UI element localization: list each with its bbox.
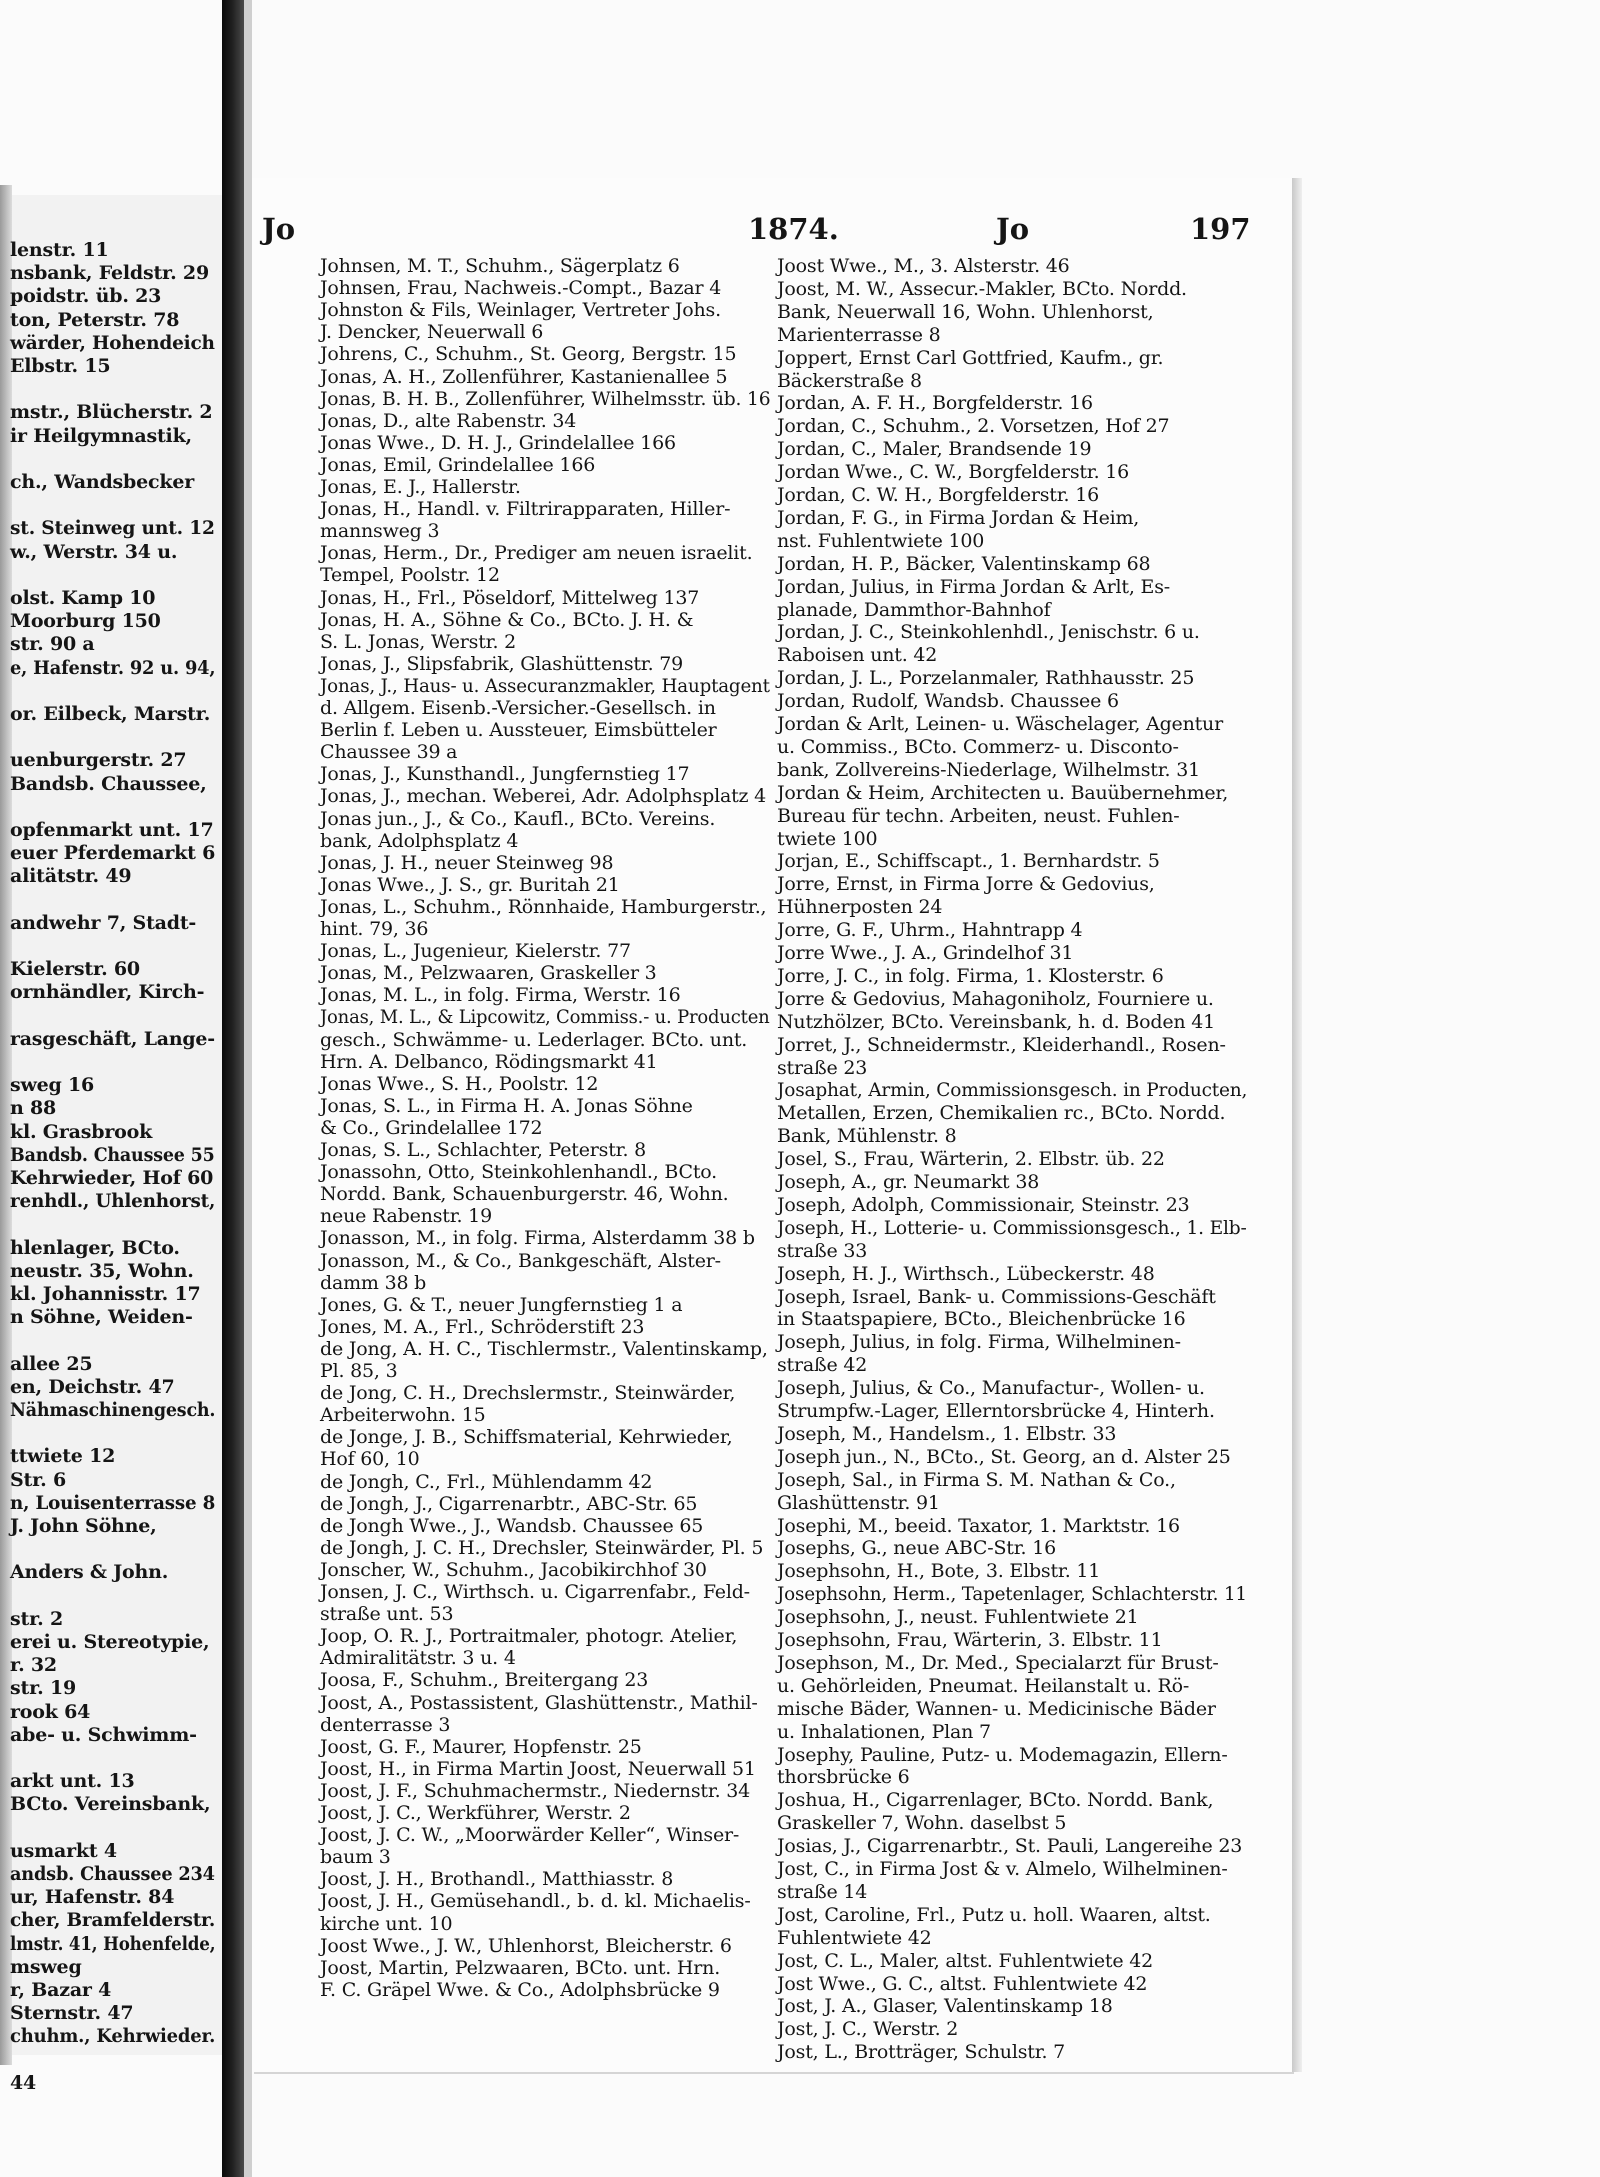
directory-entry-line: Jost Wwe., G. C., altst. Fuhlentwiete 42 bbox=[777, 1972, 1148, 1995]
directory-entry-line: nst. Fuhlentwiete 100 bbox=[777, 529, 985, 552]
directory-entry-line: Jordan, C., Maler, Brandsende 19 bbox=[777, 438, 1092, 461]
fragment-line: str. 2 bbox=[10, 1607, 63, 1630]
directory-entry-line: d. Allgem. Eisenb.-Versicher.-Gesellsch. in bbox=[320, 697, 716, 719]
fragment-line: rook 64 bbox=[10, 1700, 91, 1723]
fragment-line: alitätstr. 49 bbox=[10, 865, 132, 888]
directory-entry-line: Jones, G. & T., neuer Jungfernstieg 1 a bbox=[320, 1293, 683, 1316]
directory-entry-line: Graskeller 7, Wohn. daselbst 5 bbox=[777, 1812, 1067, 1835]
directory-entry-line: Jonas, J., Haus- u. Assecuranzmakler, Hauptagent bbox=[320, 674, 770, 697]
directory-entry-line: Josaphat, Armin, Commissionsgesch. in Producten, bbox=[777, 1079, 1248, 1102]
directory-entry-line: bank, Zollvereins-Niederlage, Wilhelmstr. 31 bbox=[777, 758, 1200, 781]
directory-entry-line: Joppert, Ernst Carl Gottfried, Kaufm., gr. bbox=[777, 346, 1164, 369]
directory-entry-line: Jonassohn, Otto, Steinkohlenhandl., BCto. bbox=[320, 1161, 718, 1184]
directory-entry-line: Josephsohn, Frau, Wärterin, 3. Elbstr. 11 bbox=[777, 1629, 1163, 1651]
fragment-line: r. 32 bbox=[10, 1654, 57, 1677]
directory-entry-line: bank, Adolphsplatz 4 bbox=[320, 829, 519, 852]
directory-entry-line: Jorre, G. F., Uhrm., Hahntrapp 4 bbox=[777, 919, 1083, 942]
fragment-line: opfenmarkt unt. 17 bbox=[10, 819, 214, 841]
directory-entry-line: F. C. Gräpel Wwe. & Co., Adolphsbrücke 9 bbox=[320, 1978, 720, 2001]
directory-entry-line: Jost, J. C., Werstr. 2 bbox=[777, 2018, 959, 2041]
directory-entry-line: Johnsen, Frau, Nachweis.-Compt., Bazar 4 bbox=[320, 277, 722, 300]
fragment-line: andsb. Chaussee 234 bbox=[10, 1863, 215, 1885]
fragment-line: Elbstr. 15 bbox=[10, 355, 111, 377]
fragment-line: BCto. Vereinsbank, bbox=[10, 1793, 211, 1816]
directory-entry-line: Chaussee 39 a bbox=[320, 741, 458, 764]
directory-entry-line: Jorjan, E., Schiffscapt., 1. Bernhardstr. 5 bbox=[777, 850, 1160, 873]
directory-entry-line: Johnsen, M. T., Schuhm., Sägerplatz 6 bbox=[320, 255, 680, 277]
directory-entry-line: Raboisen unt. 42 bbox=[777, 644, 938, 667]
directory-entry-line: Jonas, M. L., & Lipcowitz, Commiss.- u. Producten bbox=[320, 1006, 770, 1029]
directory-entry-line: kirche unt. 10 bbox=[320, 1912, 453, 1935]
fragment-line: renhdl., Uhlenhorst, bbox=[10, 1190, 216, 1213]
fragment-line: or. Eilbeck, Marstr. bbox=[10, 703, 211, 725]
directory-entry-line: de Jongh, J., Cigarrenarbtr., ABC-Str. 65 bbox=[320, 1492, 698, 1515]
directory-entry-line: Jonas jun., J., & Co., Kaufl., BCto. Vereins. bbox=[320, 807, 716, 830]
directory-entry-line: Arbeiterwohn. 15 bbox=[320, 1404, 486, 1427]
directory-entry-line: Jordan, A. F. H., Borgfelderstr. 16 bbox=[777, 392, 1093, 415]
directory-entry-line: Joost Wwe., J. W., Uhlenhorst, Bleicherstr. 6 bbox=[320, 1934, 732, 1957]
directory-entry-line: Jost, L., Brotträger, Schulstr. 7 bbox=[777, 2041, 1066, 2064]
directory-entry-line: Hof 60, 10 bbox=[320, 1448, 420, 1471]
directory-entry-line: Josephy, Pauline, Putz- u. Modemagazin, Ellern- bbox=[777, 1743, 1228, 1766]
directory-entry-line: Jordan, J. C., Steinkohlenhdl., Jenischstr. 6 u. bbox=[777, 621, 1200, 644]
running-head-right: Jo bbox=[996, 212, 1030, 246]
fragment-line: Sternstr. 47 bbox=[10, 2002, 134, 2025]
fragment-line: Anders & John. bbox=[10, 1561, 169, 1584]
directory-entry-line: Jordan & Arlt, Leinen- u. Wäschelager, Agentur bbox=[777, 713, 1223, 735]
directory-entry-line: Jordan Wwe., C. W., Borgfelderstr. 16 bbox=[777, 461, 1130, 484]
directory-entry-line: Joop, O. R. J., Portraitmaler, photogr. Atelier, bbox=[320, 1625, 738, 1648]
directory-entry-line: Jonas, L., Schuhm., Rönnhaide, Hamburgerstr., bbox=[320, 895, 767, 918]
directory-entry-line: S. L. Jonas, Werstr. 2 bbox=[320, 630, 517, 653]
fragment-line: e, Hafenstr. 92 u. 94, bbox=[10, 656, 216, 679]
directory-entry-line: & Co., Grindelallee 172 bbox=[320, 1116, 543, 1139]
directory-entry-line: Bank, Mühlenstr. 8 bbox=[777, 1125, 957, 1148]
directory-entry-line: Joost, M. W., Assecur.-Makler, BCto. Nordd. bbox=[777, 277, 1187, 300]
directory-entry-line: Joseph, Julius, in folg. Firma, Wilhelminen- bbox=[777, 1331, 1181, 1354]
directory-entry-line: hint. 79, 36 bbox=[320, 918, 429, 940]
fragment-line: J. John Söhne, bbox=[10, 1515, 157, 1537]
directory-entry-line: Jonasson, M., & Co., Bankgeschäft, Alster- bbox=[320, 1249, 721, 1272]
fragment-line: en, Deichstr. 47 bbox=[10, 1375, 175, 1398]
fragment-line: str. 90 a bbox=[10, 633, 95, 656]
directory-entry-line: Jonas, M. L., in folg. Firma, Werstr. 16 bbox=[320, 984, 681, 1007]
directory-entry-line: Jost, C. L., Maler, altst. Fuhlentwiete 42 bbox=[777, 1949, 1154, 1972]
directory-entry-line: Johrens, C., Schuhm., St. Georg, Bergstr. 15 bbox=[320, 343, 737, 366]
directory-entry-line: Strumpfw.-Lager, Ellerntorsbrücke 4, Hinterh. bbox=[777, 1400, 1215, 1422]
fragment-line: hlenlager, BCto. bbox=[10, 1236, 180, 1259]
directory-entry-line: neue Rabenstr. 19 bbox=[320, 1205, 492, 1228]
fragment-line: abe- u. Schwimm- bbox=[10, 1723, 197, 1746]
directory-entry-line: u. Gehörleiden, Pneumat. Heilanstalt u. Rö- bbox=[777, 1674, 1190, 1697]
directory-entry-line: de Jongh, C., Frl., Mühlendamm 42 bbox=[320, 1470, 653, 1493]
binding-gutter bbox=[222, 0, 244, 2177]
fragment-line: str. 19 bbox=[10, 1677, 77, 1700]
fragment-line: ornhändler, Kirch- bbox=[10, 981, 205, 1004]
directory-entry-line: straße 33 bbox=[777, 1239, 868, 1262]
fragment-line: lmstr. 41, Hohenfelde, bbox=[10, 1932, 216, 1955]
directory-entry-line: Jonas, H., Handl. v. Filtrirapparaten, Hiller- bbox=[320, 498, 731, 521]
directory-entry-line: Jones, M. A., Frl., Schröderstift 23 bbox=[320, 1315, 645, 1338]
fragment-line: msweg bbox=[10, 1955, 82, 1978]
directory-entry-line: u. Commiss., BCto. Commerz- u. Disconto- bbox=[777, 735, 1179, 758]
fragment-line: euer Pferdemarkt 6 bbox=[10, 842, 216, 865]
fragment-line: sweg 16 bbox=[10, 1074, 95, 1097]
running-head-left: Jo bbox=[262, 212, 296, 246]
directory-entry-line: Jonas, S. L., in Firma H. A. Jonas Söhne bbox=[320, 1094, 693, 1117]
directory-entry-line: Joseph, Adolph, Commissionair, Steinstr. 23 bbox=[777, 1193, 1190, 1216]
directory-entry-line: Bureau für techn. Arbeiten, neust. Fuhlen- bbox=[777, 804, 1180, 827]
fragment-line: n, Louisenterrasse 8 bbox=[10, 1491, 216, 1514]
directory-entry-line: Joseph, H., Lotterie- u. Commissionsgesch., 1. Elb- bbox=[777, 1216, 1247, 1239]
directory-entry-line: Jonas Wwe., J. S., gr. Buritah 21 bbox=[320, 873, 620, 896]
fragment-line: w., Werstr. 34 u. bbox=[10, 540, 178, 563]
directory-entry-line: straße unt. 53 bbox=[320, 1603, 454, 1626]
directory-entry-line: Jorre, J. C., in folg. Firma, 1. Klosterstr. 6 bbox=[777, 964, 1164, 987]
directory-entry-line: Metallen, Erzen, Chemikalien rc., BCto. Nordd. bbox=[777, 1102, 1226, 1125]
fragment-line: wärder, Hohendeich bbox=[10, 331, 215, 354]
directory-entry-line: Jonas, H. A., Söhne & Co., BCto. J. H. & bbox=[320, 608, 694, 631]
directory-entry-line: Joost, J. F., Schuhmachermstr., Niedernstr. 34 bbox=[320, 1779, 751, 1802]
directory-entry-line: baum 3 bbox=[320, 1846, 391, 1869]
directory-entry-line: Joseph, H. J., Wirthsch., Lübeckerstr. 48 bbox=[777, 1262, 1155, 1285]
directory-entry-line: Joseph, A., gr. Neumarkt 38 bbox=[777, 1171, 1040, 1193]
directory-entry-line: Joseph, Israel, Bank- u. Commissions-Geschäft bbox=[777, 1285, 1216, 1308]
directory-entry-line: Joseph, Sal., in Firma S. M. Nathan & Co., bbox=[777, 1468, 1176, 1491]
directory-entry-line: mische Bäder, Wannen- u. Medicinische Bäder bbox=[777, 1697, 1216, 1720]
directory-entry-line: Jost, C., in Firma Jost & v. Almelo, Wilhelminen- bbox=[777, 1858, 1228, 1880]
fragment-line: erei u. Stereotypie, bbox=[10, 1631, 210, 1653]
directory-entry-line: Jost, Caroline, Frl., Putz u. holl. Waaren, altst. bbox=[777, 1903, 1211, 1926]
directory-entry-line: gesch., Schwämme- u. Lederlager. BCto. unt. bbox=[320, 1028, 748, 1051]
directory-entry-line: Jonas, J., Kunsthandl., Jungfernstieg 17 bbox=[320, 763, 690, 786]
directory-entry-line: Joost Wwe., M., 3. Alsterstr. 46 bbox=[777, 255, 1070, 277]
directory-entry-line: Nordd. Bank, Schauenburgerstr. 46, Wohn. bbox=[320, 1183, 729, 1206]
directory-entry-line: Jonas, A. H., Zollenführer, Kastanienallee 5 bbox=[320, 365, 728, 388]
fragment-line: andwehr 7, Stadt- bbox=[10, 911, 197, 934]
fragment-line: rasgeschäft, Lange- bbox=[10, 1027, 215, 1050]
directory-entry-line: Jordan, C., Schuhm., 2. Vorsetzen, Hof 27 bbox=[777, 415, 1170, 438]
fragment-line: ir Heilgymnastik, bbox=[10, 424, 192, 447]
fragment-line: cher, Bramfelderstr. bbox=[10, 1909, 216, 1932]
fragment-line: ttwiete 12 bbox=[10, 1445, 116, 1468]
directory-entry-line: straße 42 bbox=[777, 1354, 868, 1377]
fragment-line: chuhm., Kehrwieder. bbox=[10, 2025, 216, 2048]
directory-entry-line: Pl. 85, 3 bbox=[320, 1360, 398, 1382]
fragment-line: n Söhne, Weiden- bbox=[10, 1306, 193, 1329]
directory-entry-line: Joost, J. C., Werkführer, Werstr. 2 bbox=[320, 1802, 631, 1824]
directory-entry-line: Glashüttenstr. 91 bbox=[777, 1491, 940, 1514]
directory-entry-line: Jonas Wwe., D. H. J., Grindelallee 166 bbox=[320, 431, 676, 454]
fragment-line: lenstr. 11 bbox=[10, 239, 109, 261]
fragment-line: kl. Grasbrook bbox=[10, 1120, 153, 1143]
directory-entry-line: Joost, A., Postassistent, Glashüttenstr., Mathil- bbox=[320, 1691, 758, 1714]
fragment-line: arkt unt. 13 bbox=[10, 1770, 135, 1793]
directory-entry-line: Jorre, Ernst, in Firma Jorre & Gedovius, bbox=[777, 873, 1155, 896]
directory-entry-line: Jonas, D., alte Rabenstr. 34 bbox=[320, 409, 577, 432]
fragment-line: Moorburg 150 bbox=[10, 610, 161, 633]
directory-entry-line: Jonas, L., Jugenieur, Kielerstr. 77 bbox=[320, 940, 631, 963]
directory-entry-line: Jordan, Rudolf, Wandsb. Chaussee 6 bbox=[777, 690, 1119, 713]
fragment-line: n 88 bbox=[10, 1097, 57, 1120]
fragment-line: ton, Peterstr. 78 bbox=[10, 308, 180, 331]
directory-entry-line: straße 23 bbox=[777, 1056, 868, 1079]
directory-entry-line: planade, Dammthor-Bahnhof bbox=[777, 598, 1051, 621]
directory-entry-line: Hrn. A. Delbanco, Rödingsmarkt 41 bbox=[320, 1050, 658, 1073]
fragment-line: st. Steinweg unt. 12 bbox=[10, 517, 215, 540]
directory-entry-line: Joost, J. C. W., „Moorwärder Keller“, Winser- bbox=[320, 1824, 740, 1847]
directory-entry-line: damm 38 b bbox=[320, 1271, 427, 1294]
directory-entry-line: Jonas, M., Pelzwaaren, Graskeller 3 bbox=[320, 962, 657, 985]
directory-entry-line: Joost, J. H., Gemüsehandl., b. d. kl. Michaelis- bbox=[320, 1890, 751, 1913]
fragment-line: uenburgerstr. 27 bbox=[10, 749, 187, 772]
directory-entry-line: Jorre & Gedovius, Mahagoniholz, Fourniere u. bbox=[777, 987, 1214, 1010]
directory-entry-line: Jonas Wwe., S. H., Poolstr. 12 bbox=[320, 1072, 599, 1095]
directory-entry-line: Josephsohn, J., neust. Fuhlentwiete 21 bbox=[777, 1606, 1139, 1629]
directory-entry-line: de Jonge, J. B., Schiffsmaterial, Kehrwieder, bbox=[320, 1426, 733, 1449]
fragment-line: Bandsb. Chaussee 55 bbox=[10, 1143, 215, 1166]
fragment-line: Bandsb. Chaussee, bbox=[10, 772, 207, 795]
directory-entry-line: Josias, J., Cigarrenarbtr., St. Pauli, Langereihe 23 bbox=[777, 1835, 1243, 1858]
directory-entry-line: Jonscher, W., Schuhm., Jacobikirchhof 30 bbox=[320, 1558, 707, 1581]
directory-entry-line: u. Inhalationen, Plan 7 bbox=[777, 1720, 991, 1743]
directory-entry-line: Joseph jun., N., BCto., St. Georg, an d. Alster 25 bbox=[777, 1445, 1231, 1468]
directory-entry-line: J. Dencker, Neuerwall 6 bbox=[320, 321, 544, 344]
directory-entry-line: Josephi, M., beeid. Taxator, 1. Marktstr. 16 bbox=[777, 1514, 1180, 1537]
directory-entry-line: Jonas, J., mechan. Weberei, Adr. Adolphsplatz 4 bbox=[320, 785, 767, 808]
fragment-line: mstr., Blücherstr. 2 bbox=[10, 401, 213, 424]
directory-entry-line: Jonas, E. J., Hallerstr. bbox=[320, 476, 521, 498]
directory-entry-line: Joosa, F., Schuhm., Breitergang 23 bbox=[320, 1669, 649, 1692]
directory-entry-line: twiete 100 bbox=[777, 827, 878, 850]
fragment-line: Str. 6 bbox=[10, 1468, 67, 1491]
directory-entry-line: Jonas, J. H., neuer Steinweg 98 bbox=[320, 851, 614, 874]
directory-entry-line: de Jong, C. H., Drechslermstr., Steinwärder, bbox=[320, 1382, 736, 1405]
directory-entry-line: Joost, Martin, Pelzwaaren, BCto. unt. Hrn. bbox=[320, 1956, 721, 1979]
gutter-strip bbox=[244, 0, 252, 2177]
fragment-line: Kehrwieder, Hof 60 bbox=[10, 1167, 214, 1189]
directory-entry-line: Jonsen, J. C., Wirthsch. u. Cigarrenfabr., Feld- bbox=[320, 1581, 750, 1603]
directory-entry-line: Admiralitätstr. 3 u. 4 bbox=[320, 1647, 516, 1670]
directory-entry-line: Bank, Neuerwall 16, Wohn. Uhlenhorst, bbox=[777, 300, 1154, 323]
directory-entry-line: Fuhlentwiete 42 bbox=[777, 1926, 932, 1949]
fragment-line: olst. Kamp 10 bbox=[10, 587, 156, 609]
directory-entry-line: in Staatspapiere, BCto., Bleichenbrücke 16 bbox=[777, 1308, 1186, 1331]
directory-entry-line: Hühnerposten 24 bbox=[777, 896, 943, 919]
directory-entry-line: Josephs, G., neue ABC-Str. 16 bbox=[777, 1537, 1056, 1560]
directory-entry-line: straße 14 bbox=[777, 1880, 868, 1903]
directory-entry-line: Jost, J. A., Glaser, Valentinskamp 18 bbox=[777, 1995, 1113, 2018]
directory-entry-line: Joost, H., in Firma Martin Joost, Neuerwall 51 bbox=[320, 1757, 756, 1780]
directory-entry-line: Bäckerstraße 8 bbox=[777, 369, 922, 392]
directory-entry-line: Jonas, Herm., Dr., Prediger am neuen israelit. bbox=[320, 542, 753, 565]
fragment-line: neustr. 35, Wohn. bbox=[10, 1259, 194, 1282]
directory-entry-line: Marienterrasse 8 bbox=[777, 323, 941, 346]
directory-entry-line: mannsweg 3 bbox=[320, 520, 440, 543]
page-number: 197 bbox=[1190, 212, 1251, 246]
directory-entry-line: Jordan, C. W. H., Borgfelderstr. 16 bbox=[777, 484, 1099, 506]
directory-entry-line: Jorret, J., Schneidermstr., Kleiderhandl., Rosen- bbox=[777, 1033, 1226, 1056]
directory-entry-line: Jonasson, M., in folg. Firma, Alsterdamm 38 b bbox=[320, 1227, 755, 1250]
directory-entry-line: Berlin f. Leben u. Aussteuer, Eimsbütteler bbox=[320, 719, 717, 742]
directory-entry-line: Josephson, M., Dr. Med., Specialarzt für Brust- bbox=[777, 1651, 1219, 1674]
fragment-line: usmarkt 4 bbox=[10, 1839, 117, 1862]
directory-entry-line: Joseph, Julius, & Co., Manufactur-, Wollen- u. bbox=[777, 1377, 1205, 1400]
fragment-line: Kielerstr. 60 bbox=[10, 958, 140, 981]
fragment-line: kl. Johannisstr. 17 bbox=[10, 1283, 201, 1305]
directory-entry-line: Joost, G. F., Maurer, Hopfenstr. 25 bbox=[320, 1735, 642, 1758]
directory-entry-line: Joshua, H., Cigarrenlager, BCto. Nordd. Bank, bbox=[777, 1789, 1214, 1812]
right-page-edge bbox=[1292, 178, 1302, 2072]
fragment-line: 44 bbox=[10, 2071, 37, 2094]
directory-entry-line: Joost, J. H., Brothandl., Matthiasstr. 8 bbox=[320, 1868, 674, 1891]
fragment-line: ch., Wandsbecker bbox=[10, 471, 195, 493]
directory-entry-line: Josephsohn, Herm., Tapetenlager, Schlachterstr. 11 bbox=[777, 1583, 1247, 1606]
directory-entry-line: thorsbrücke 6 bbox=[777, 1766, 910, 1789]
fragment-line: poidstr. üb. 23 bbox=[10, 285, 162, 308]
directory-entry-line: Nutzhölzer, BCto. Vereinsbank, h. d. Boden 41 bbox=[777, 1010, 1216, 1033]
fragment-line: nsbank, Feldstr. 29 bbox=[10, 262, 209, 285]
directory-entry-line: de Jongh Wwe., J., Wandsb. Chaussee 65 bbox=[320, 1514, 704, 1537]
directory-entry-line: de Jongh, J. C. H., Drechsler, Steinwärder, Pl. 5 bbox=[320, 1536, 764, 1559]
directory-entry-line: Johnston & Fils, Weinlager, Vertreter Johs. bbox=[320, 299, 721, 322]
directory-entry-line: Jordan, Julius, in Firma Jordan & Arlt, Es- bbox=[777, 575, 1170, 598]
running-head-year: 1874. bbox=[748, 212, 839, 246]
directory-entry-line: Jonas, Emil, Grindelallee 166 bbox=[320, 453, 596, 476]
directory-entry-line: Josephsohn, H., Bote, 3. Elbstr. 11 bbox=[777, 1560, 1101, 1583]
directory-entry-line: Jorre Wwe., J. A., Grindelhof 31 bbox=[777, 942, 1074, 964]
directory-entry-line: de Jong, A. H. C., Tischlermstr., Valentinskamp, bbox=[320, 1337, 768, 1360]
directory-entry-line: Tempel, Poolstr. 12 bbox=[320, 564, 500, 587]
fragment-line: Nähmaschinengesch. bbox=[10, 1399, 216, 1421]
directory-entry-line: Jonas, B. H. B., Zollenführer, Wilhelmsstr. üb. 16 bbox=[320, 387, 771, 410]
directory-entry-line: Jonas, J., Slipsfabrik, Glashüttenstr. 79 bbox=[320, 652, 684, 675]
directory-entry-line: Josel, S., Frau, Wärterin, 2. Elbstr. üb. 22 bbox=[777, 1148, 1165, 1171]
directory-entry-line: Jordan, J. L., Porzelanmaler, Rathhausstr. 25 bbox=[777, 667, 1195, 690]
directory-entry-line: Jordan, F. G., in Firma Jordan & Heim, bbox=[777, 506, 1140, 529]
fragment-line: allee 25 bbox=[10, 1352, 93, 1375]
directory-entry-line: Jonas, H., Frl., Pöseldorf, Mittelweg 137 bbox=[320, 586, 700, 609]
directory-entry-line: Jordan, H. P., Bäcker, Valentinskamp 68 bbox=[777, 552, 1151, 575]
fragment-line: r, Bazar 4 bbox=[10, 1979, 112, 2001]
directory-entry-line: Joseph, M., Handelsm., 1. Elbstr. 33 bbox=[777, 1422, 1117, 1445]
directory-entry-line: denterrasse 3 bbox=[320, 1713, 451, 1736]
directory-entry-line: Jonas, S. L., Schlachter, Peterstr. 8 bbox=[320, 1139, 647, 1161]
directory-entry-line: Jordan & Heim, Architecten u. Bauübernehmer, bbox=[777, 781, 1229, 804]
fragment-line: ur, Hafenstr. 84 bbox=[10, 1886, 175, 1909]
